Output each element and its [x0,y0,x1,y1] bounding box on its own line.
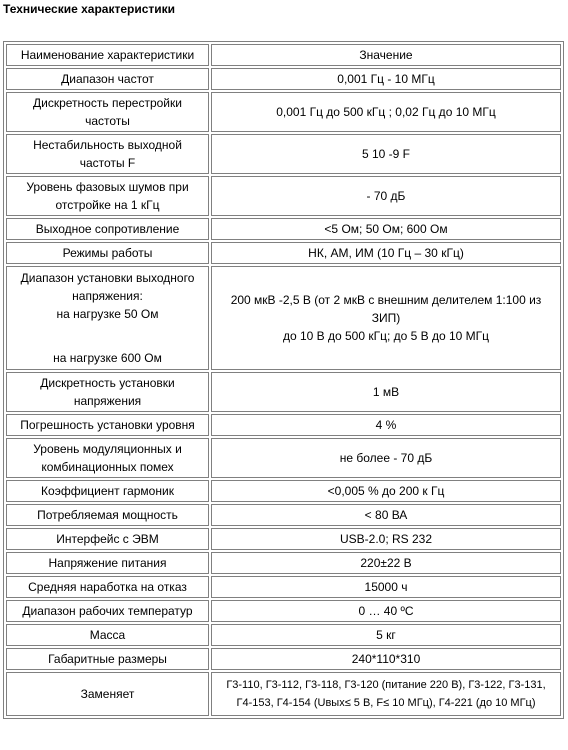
spec-name: Диапазон рабочих температур [6,600,209,622]
spec-name: Интерфейс с ЭВМ [6,528,209,550]
table-row [6,480,561,502]
spec-value: 240*110*310 [211,648,561,670]
spec-value [211,672,561,716]
spec-value: 0,001 Гц - 10 МГц [211,68,561,90]
spec-name: Габаритные размеры [6,648,209,670]
spec-name: Масса [6,624,209,646]
table-row [6,600,561,622]
table-row [6,438,561,478]
spec-name: Выходное сопротивление [6,218,209,240]
spec-value: 0,001 Гц до 500 кГц ; 0,02 Гц до 10 МГц [211,92,561,132]
spec-value: 4 % [211,414,561,436]
spec-name: Дискретность перестройки частоты [6,92,209,132]
spec-name [6,266,209,370]
table-header-row [6,44,561,66]
table-row [6,504,561,526]
spec-name: Уровень фазовых шумов при отстройке на 1 кГц [6,176,209,216]
table-row [6,218,561,240]
table-row [6,266,561,370]
table-row [6,576,561,598]
table-row [6,414,561,436]
table-row [6,176,561,216]
spec-name-line: на нагрузке 600 Ом [53,351,162,365]
spec-value-line: 200 мкВ -2,5 В (от 2 мкВ с внешним делителем 1:100 из ЗИП) [230,293,542,325]
table-row [6,134,561,174]
spec-name: Заменяет [6,672,209,716]
spec-value: не более - 70 дБ [211,438,561,478]
spec-value: 5 кг [211,624,561,646]
spec-value: 220±22 В [211,552,561,574]
table-row [6,372,561,412]
table-row [6,528,561,550]
table-row [6,624,561,646]
spec-value [211,266,561,370]
table-row [6,552,561,574]
spec-value-line: до 10 В до 500 кГц; до 5 В до 10 МГц [282,329,490,343]
specs-table [3,41,564,719]
table-row [6,648,561,670]
spec-value-line: Г4-153, Г4-154 (Uвых≤ 5 В, F≤ 10 МГц), Г4-221 (до 10 МГц) [236,697,536,709]
spec-name-line: на нагрузке 50 Ом [56,307,159,321]
spec-name: Уровень модуляционных и комбинационных помех [6,438,209,478]
spec-name: Режимы работы [6,242,209,264]
spec-value: 5 10 -9 F [211,134,561,174]
spec-value: 15000 ч [211,576,561,598]
spec-value: <0,005 % до 200 к Гц [211,480,561,502]
header-name-cell: Наименование характеристики [6,44,209,66]
table-row [6,242,561,264]
page-title: Технические характеристики [3,2,176,16]
table-row [6,92,561,132]
spec-name: Дискретность установки напряжения [6,372,209,412]
spec-value-line: Г3-110, Г3-112, Г3-118, Г3-120 (питание 220 В), Г3-122, Г3-131, [226,679,546,691]
spec-name: Погрешность установки уровня [6,414,209,436]
header-value-cell: Значение [211,44,561,66]
spec-name: Напряжение питания [6,552,209,574]
spec-value: < 80 ВА [211,504,561,526]
spec-name: Потребляемая мощность [6,504,209,526]
spec-value: USB-2.0; RS 232 [211,528,561,550]
spec-value: НК, АМ, ИМ (10 Гц – 30 кГц) [211,242,561,264]
spec-value: <5 Ом; 50 Ом; 600 Ом [211,218,561,240]
spec-name: Нестабильность выходной частоты F [6,134,209,174]
spec-name: Коэффициент гармоник [6,480,209,502]
spec-name: Диапазон частот [6,68,209,90]
spec-value: 0 … 40 ºС [211,600,561,622]
spec-name-line: Диапазон установки выходного напряжения: [20,271,195,303]
spec-value: - 70 дБ [211,176,561,216]
spec-value: 1 мВ [211,372,561,412]
table-row [6,68,561,90]
table-row [6,672,561,716]
spec-name: Средняя наработка на отказ [6,576,209,598]
